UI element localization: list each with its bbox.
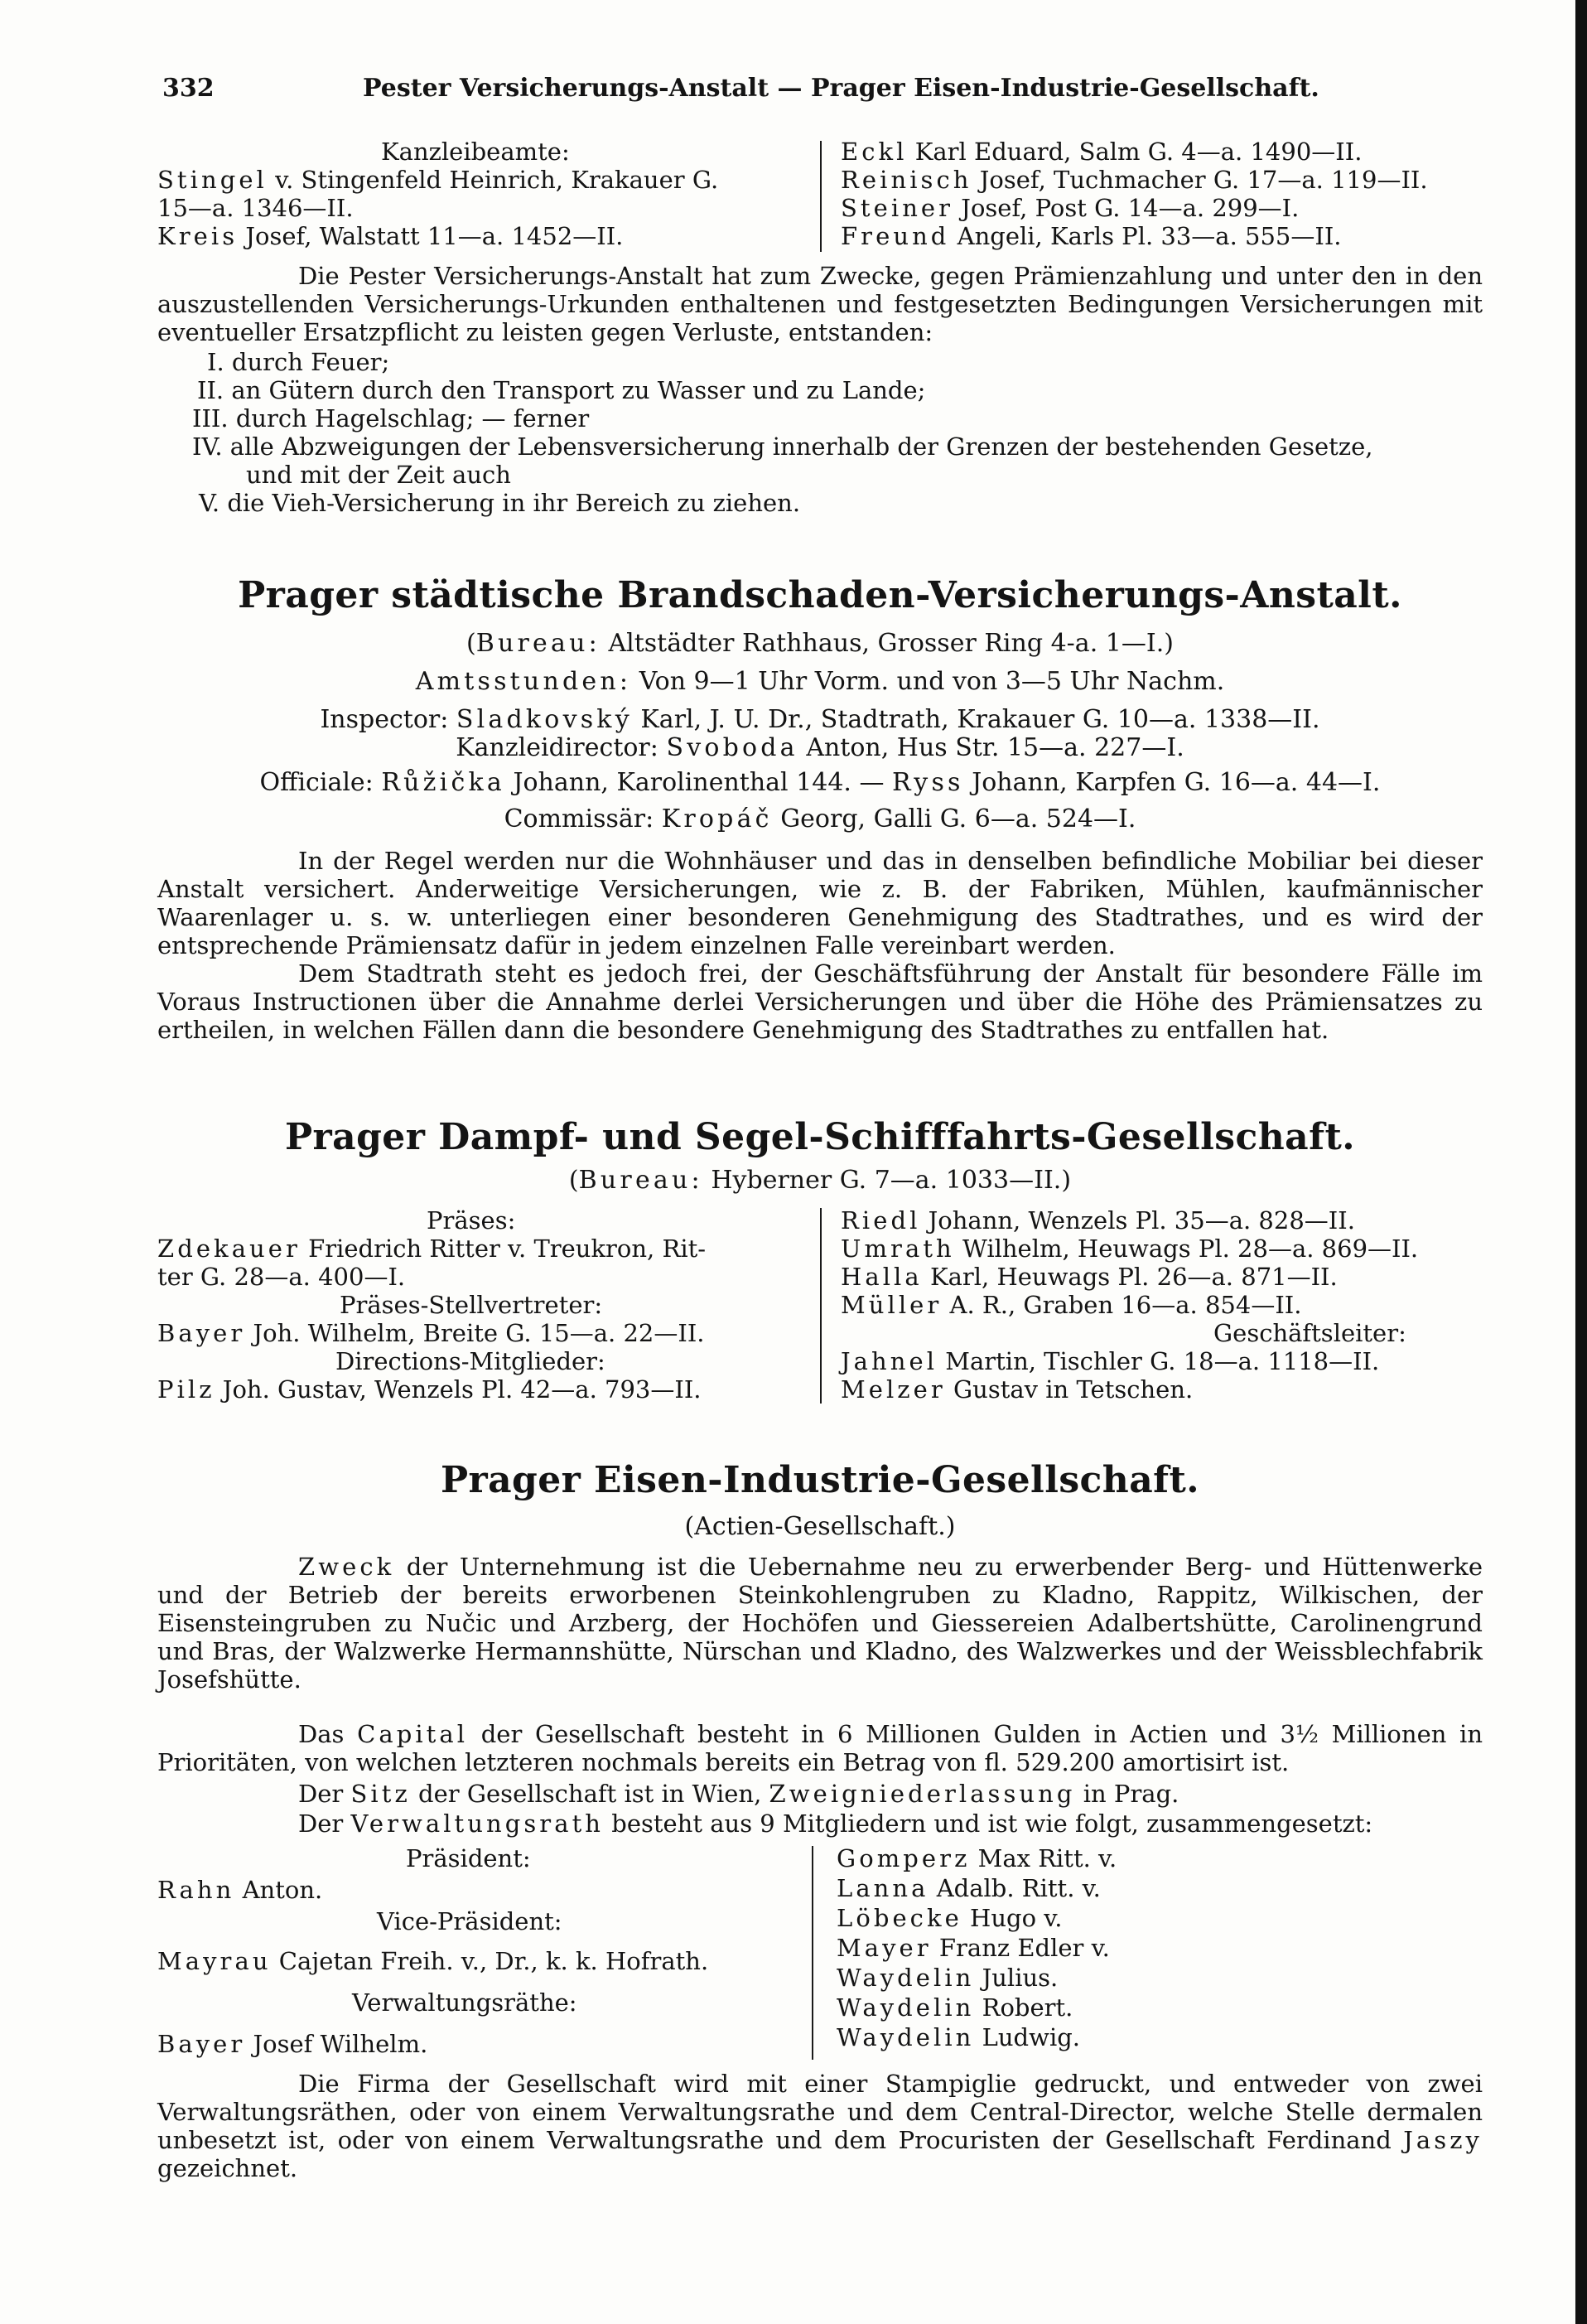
board-entry: Mayrau Cajetan Freih. v., Dr., k. k. Hofrath.: [157, 1947, 709, 1975]
list-item-continued: und mit der Zeit auch: [246, 461, 511, 489]
board-entry: Bayer Josef Wilhelm.: [157, 2030, 428, 2058]
role-heading: Präses-Stellvertreter:: [340, 1291, 603, 1319]
board-entry: Halla Karl, Heuwags Pl. 26—a. 871—II.: [841, 1263, 1338, 1291]
board-entry: Bayer Joh. Wilhelm, Breite G. 15—a. 22—II.: [157, 1319, 705, 1347]
pester-intro-paragraph: Die Pester Versicherungs-Anstalt hat zum Zwecke, gegen Prämienzahlung und unter den in den auszustellenden Versicherungs-Urkunden enthaltenen und festgesetzten Bedingungen Versicherungen mit eventueller Ersatzpflicht zu leisten gegen Verluste, entstanden:: [157, 262, 1483, 346]
staff-entry: Steiner Josef, Post G. 14—a. 299—I.: [841, 194, 1300, 222]
scan-border: [1575, 0, 1587, 2324]
board-entry: Gomperz Max Ritt. v.: [837, 1844, 1117, 1872]
board-entry: Löbecke Hugo v.: [837, 1904, 1063, 1932]
board-entry: Waydelin Ludwig.: [837, 2023, 1081, 2051]
eisen-firma-paragraph: Die Firma der Gesellschaft wird mit einer Stampiglie gedruckt, und entweder von zwei Verwaltungsräthen, oder von einem Verwaltungsrathe und dem Central-Director, welche Stelle dermalen unbesetzt ist, oder von einem Verwaltungsrathe und dem Procuristen der Gesellschaft Ferdinand Jaszy gezeichnet.: [157, 2070, 1483, 2182]
staff-entry-continued: 15—a. 1346—II.: [157, 194, 354, 222]
officiale-line: Officiale: Růžička Johann, Karolinenthal 144. — Ryss Johann, Karpfen G. 16—a. 44—I.: [259, 768, 1381, 797]
board-entry: Pilz Joh. Gustav, Wenzels Pl. 42—a. 793—II.: [157, 1375, 702, 1404]
eisen-board-paragraph: Der Verwaltungsrath besteht aus 9 Mitgliedern und ist wie folgt, zusammengesetzt:: [298, 1809, 1373, 1838]
board-entry: Waydelin Julius.: [837, 1964, 1059, 1992]
paragraph: Dem Stadtrath steht es jedoch frei, der Geschäftsführung der Anstalt für besondere Fälle im Voraus Instructionen über die Annahme derlei Versicherungen und über die Höhe des Prämiensatzes zu ertheilen, in welchen Fällen dann die besondere Genehmigung des Stadtrathes zu entfallen hat.: [157, 959, 1483, 1044]
list-item: III. durch Hagelschlag; — ferner: [192, 404, 590, 432]
role-heading: Präses:: [427, 1206, 516, 1234]
board-entry: Jahnel Martin, Tischler G. 18—a. 1118—II.: [841, 1347, 1380, 1375]
role-heading: Geschäftsleiter:: [1213, 1319, 1406, 1347]
paragraph: In der Regel werden nur die Wohnhäuser und das in denselben befindliche Mobiliar bei dieser Anstalt versichert. Anderweitige Versicherungen, wie z. B. der Fabriken, Mühlen, kaufmännischer Waarenlager u. s. w. unterliegen einer besonderen Genehmigung des Stadtrathes, und es wird der entsprechende Prämiensatz dafür in jedem einzelnen Falle vereinbart werden.: [157, 847, 1483, 959]
board-entry: Mayer Franz Edler v.: [837, 1934, 1110, 1962]
section-title: Prager Dampf- und Segel-Schifffahrts-Gesellschaft.: [284, 1116, 1356, 1158]
list-item: I. durch Feuer;: [207, 348, 390, 376]
role-heading: Vice-Präsident:: [377, 1907, 562, 1935]
board-entry: Melzer Gustav in Tetschen.: [841, 1375, 1194, 1404]
section-subtitle: (Actien-Gesellschaft.): [684, 1512, 956, 1541]
board-entry: Lanna Adalb. Ritt. v.: [837, 1874, 1101, 1902]
office-hours: Amtsstunden: Von 9—1 Uhr Vorm. und von 3—5 Uhr Nachm.: [415, 667, 1225, 696]
list-item: V. die Vieh-Versicherung in ihr Bereich zu ziehen.: [199, 489, 801, 517]
role-heading: Präsident:: [406, 1844, 531, 1872]
board-entry: Riedl Johann, Wenzels Pl. 35—a. 828—II.: [841, 1206, 1355, 1234]
column-divider: [820, 141, 822, 252]
section-title: Prager städtische Brandschaden-Versicherungs-Anstalt.: [238, 574, 1402, 616]
bureau-line: (Bureau: Hyberner G. 7—a. 1033—II.): [568, 1166, 1072, 1195]
role-heading: Verwaltungsräthe:: [352, 1988, 577, 2017]
eisen-capital-paragraph: Das Capital der Gesellschaft besteht in 6 Millionen Gulden in Actien und 3½ Millionen in Prioritäten, von welchen letzteren nochmals bereits ein Betrag von fl. 529.200 amortisirt ist.: [157, 1720, 1483, 1776]
staff-entry: Stingel v. Stingenfeld Heinrich, Krakauer G.: [157, 166, 719, 194]
commissar-line: Commissär: Kropáč Georg, Galli G. 6—a. 524—I.: [504, 804, 1136, 833]
brand-paragraphs: [157, 847, 1483, 1044]
eisen-purpose-paragraph: Zweck der Unternehmung ist die Uebernahme neu zu erwerbender Berg- und Hüttenwerke und der Betrieb der bereits erworbenen Steinkohlengruben zu Kladno, Rappitz, Wilkischen, der Eisensteingruben zu Nučic und Arzberg, der Hochöfen und Giessereien Adalbertshütte, Carolinengrund und Bras, der Walzwerke Hermannshütte, Nürschan und Kladno, des Walzwerkes und der Weissblechfabrik Josefshütte.: [157, 1553, 1483, 1693]
list-item: IV. alle Abzweigungen der Lebensversicherung innerhalb der Grenzen der bestehenden Gesetze,: [192, 432, 1373, 461]
page-number: 332: [162, 74, 215, 103]
column-divider: [820, 1208, 822, 1404]
column-divider: [812, 1846, 813, 2060]
running-title: Pester Versicherungs-Anstalt — Prager Eisen-Industrie-Gesellschaft.: [363, 74, 1319, 103]
board-entry: Müller A. R., Graben 16—a. 854—II.: [841, 1291, 1302, 1319]
board-entry: Zdekauer Friedrich Ritter v. Treukron, Rit-: [157, 1234, 707, 1263]
staff-entry: Reinisch Josef, Tuchmacher G. 17—a. 119—II.: [841, 166, 1428, 194]
eisen-seat-paragraph: Der Sitz der Gesellschaft ist in Wien, Zweigniederlassung in Prag.: [298, 1780, 1179, 1808]
board-entry: Umrath Wilhelm, Heuwags Pl. 28—a. 869—II.: [841, 1234, 1419, 1263]
inspector-line: Inspector: Sladkovský Karl, J. U. Dr., Stadtrath, Krakauer G. 10—a. 1338—II.: [320, 705, 1320, 734]
kanzleidirector-line: Kanzleidirector: Svoboda Anton, Hus Str. 15—a. 227—I.: [456, 733, 1184, 762]
staff-entry: Kreis Josef, Walstatt 11—a. 1452—II.: [157, 222, 624, 250]
staff-entry: Freund Angeli, Karls Pl. 33—a. 555—II.: [841, 222, 1342, 250]
staff-role-heading: Kanzleibeamte:: [381, 138, 570, 166]
board-entry-continued: ter G. 28—a. 400—I.: [157, 1263, 406, 1291]
section-title: Prager Eisen-Industrie-Gesellschaft.: [440, 1459, 1200, 1501]
board-entry: Waydelin Robert.: [837, 1993, 1073, 2022]
bureau-line: (Bureau: Altstädter Rathhaus, Grosser Ring 4-a. 1—I.): [466, 629, 1174, 658]
list-item: II. an Gütern durch den Transport zu Wasser und zu Lande;: [197, 376, 926, 404]
staff-entry: Eckl Karl Eduard, Salm G. 4—a. 1490—II.: [841, 138, 1363, 166]
role-heading: Directions-Mitglieder:: [335, 1347, 605, 1375]
board-entry: Rahn Anton.: [157, 1876, 323, 1904]
